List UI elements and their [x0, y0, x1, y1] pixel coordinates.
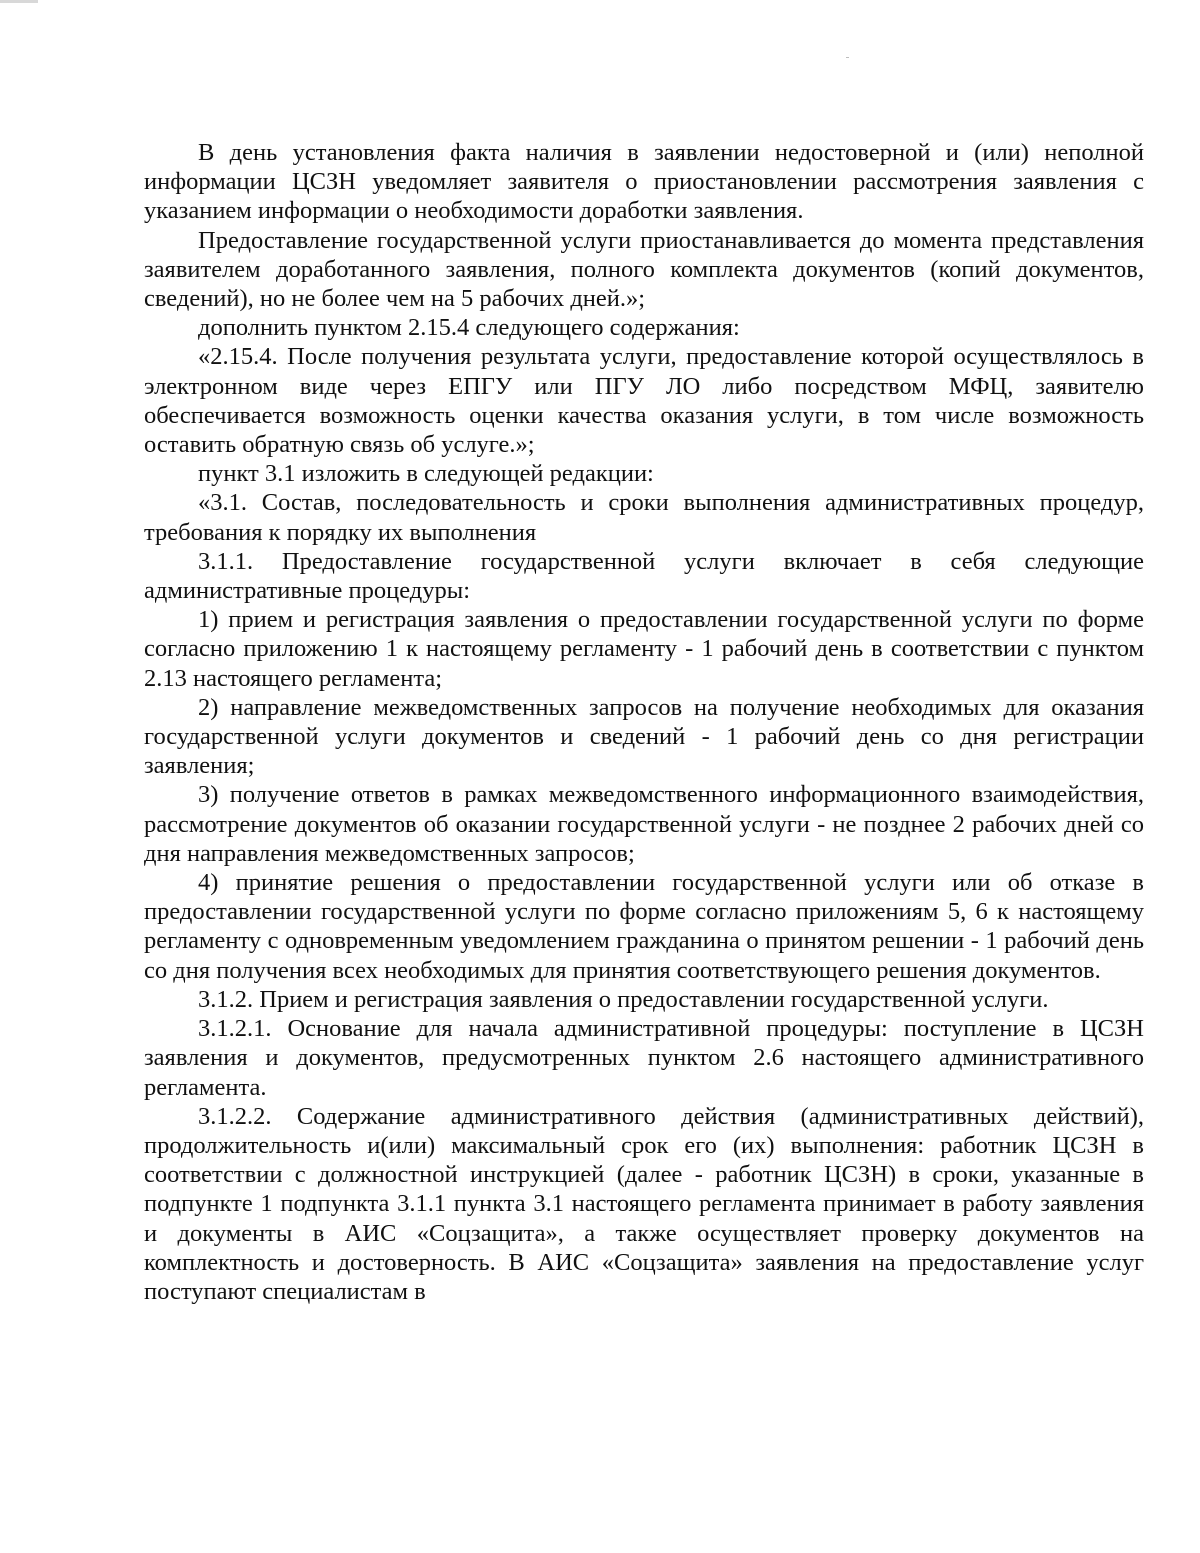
paragraph-suspension-term: Предоставление государственной услуги приостанавливается до момента представления заявителем доработанного заявления, полного комплекта документов (копий документов, сведений), но не более чем на 5 рабочих дней.»;	[144, 226, 1144, 313]
paragraph-3-1-2: 3.1.2. Прием и регистрация заявления о предоставлении государственной услуги.	[198, 985, 1049, 1013]
document-body	[144, 138, 1144, 1306]
list-item-1: 1) прием и регистрация заявления о предоставлении государственной услуги по форме согласно приложению 1 к настоящему регламенту - 1 рабочий день в соответствии с пунктом 2.13 настоящего регламента;	[144, 606, 1144, 692]
list-item-3: 3) получение ответов в рамках межведомственного информационного взаимодействия, рассмотрение документов об оказании государственной услуги - не позднее 2 рабочих дней со дня направления межведомственных запросов;	[144, 781, 1144, 867]
paragraph-3-1-2-1: 3.1.2.1. Основание для начала административной процедуры: поступление в ЦСЗН заявления и документов, предусмотренных пунктом 2.6 настоящего административного регламента.	[144, 1015, 1144, 1101]
paragraph-3-1-1: 3.1.1. Предоставление государственной услуги включает в себя следующие административные процедуры:	[144, 547, 1144, 605]
list-item-4: 4) принятие решения о предоставлении государственной услуги или об отказе в предоставлении государственной услуги по форме согласно приложениям 5, 6 к настоящему регламенту с одновременным уведомлением гражданина о принятом решении - 1 рабочий день со дня получения всех необходимых для принятия соответствующего решения документов.	[144, 869, 1144, 984]
list-item-2: 2) направление межведомственных запросов на получение необходимых для оказания государственной услуги документов и сведений - 1 рабочий день со дня регистрации заявления;	[144, 693, 1144, 780]
paragraph-amend-3-1: пункт 3.1 изложить в следующей редакции:	[198, 460, 654, 488]
paragraph-suspension-notice: В день установления факта наличия в заявлении недостоверной и (или) неполной информации ЦСЗН уведомляет заявителя о приостановлении рассмотрения заявления с указанием информации о необходимости доработки заявления.	[144, 139, 1144, 225]
paragraph-3-1-2-2: 3.1.2.2. Содержание административного действия (административных действий), продолжительность и(или) максимальный срок его (их) выполнения: работник ЦСЗН в соответствии с должностной инструкцией (далее - работник ЦСЗН) в сроки, указанные в подпункте 1 подпункта 3.1.1 пункта 3.1 настоящего регламента принимает в работу заявления и документы в АИС «Соцзащита», а также осуществляет проверку документов на комплектность и достоверность. В АИС «Соцзащита» заявления на предоставление услуг поступают специалистам в	[144, 1102, 1144, 1305]
paragraph-3-1: «3.1. Состав, последовательность и сроки выполнения административных процедур, требования к порядку их выполнения	[144, 489, 1144, 546]
scan-speck	[846, 57, 849, 58]
scan-edge-mark	[0, 0, 38, 3]
paragraph-add-2-15-4: дополнить пунктом 2.15.4 следующего содержания:	[198, 314, 740, 342]
paragraph-2-15-4: «2.15.4. После получения результата услуги, предоставление которой осуществлялось в электронном виде через ЕПГУ или ПГУ ЛО либо посредством МФЦ, заявителю обеспечивается возможность оценки качества оказания услуги, в том числе возможность оставить обратную связь об услуге.»;	[144, 343, 1144, 459]
